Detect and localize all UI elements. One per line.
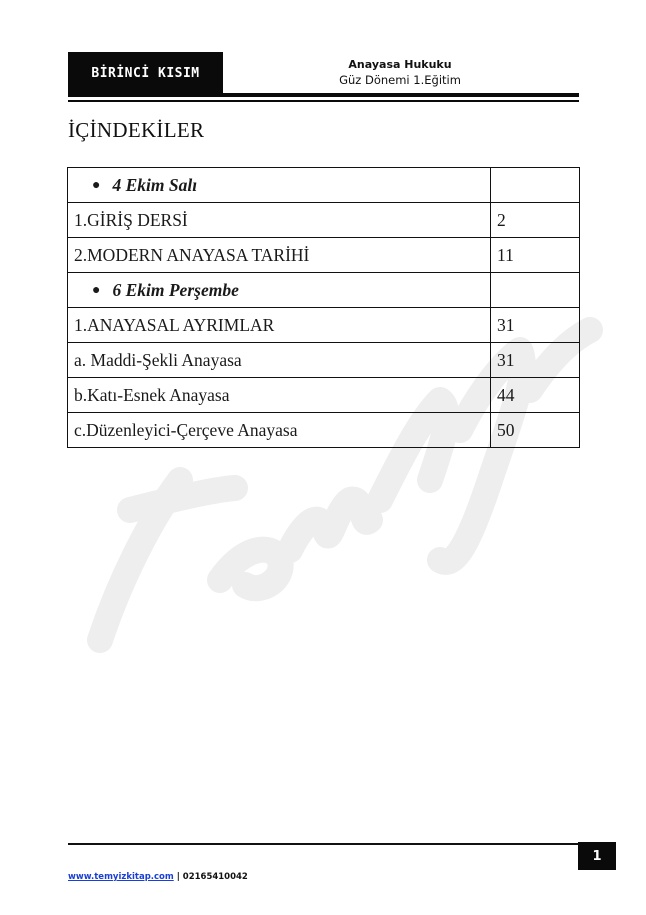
section-label: BİRİNCİ KISIM (91, 65, 200, 81)
toc-entry-label: 1.ANAYASAL AYRIMLAR (68, 308, 491, 343)
toc-entry-label: b.Katı-Esnek Anayasa (68, 378, 491, 413)
footer-separator: | (173, 872, 183, 882)
toc-entry-label: 1.GİRİŞ DERSİ (68, 203, 491, 238)
toc-entry-row (68, 308, 580, 343)
course-header (300, 58, 500, 88)
toc-entry-label: c.Düzenleyici-Çerçeve Anayasa (68, 413, 491, 448)
page-number: 1 (592, 848, 602, 864)
bullet-icon: ● (92, 282, 101, 298)
header-rule-thin (68, 100, 579, 102)
footer-contact (68, 872, 248, 882)
toc-entry-row (68, 238, 580, 273)
toc-page-number: 44 (491, 378, 580, 413)
toc-section-label: 6 Ekim Perşembe (112, 279, 239, 300)
website-link[interactable]: www.temyizkitap.com (68, 872, 174, 882)
toc-page-number (491, 273, 580, 308)
toc-title: İÇİNDEKİLER (68, 118, 205, 142)
course-subtitle: Güz Dönemi 1.Eğitim (339, 73, 461, 87)
toc-entry-row (68, 378, 580, 413)
toc-entry-row (68, 343, 580, 378)
footer-rule (68, 843, 578, 845)
toc-entry-row (68, 413, 580, 448)
toc-page-number (491, 168, 580, 203)
toc-page-number: 11 (491, 238, 580, 273)
toc-entry-row (68, 203, 580, 238)
toc-section-row (68, 168, 580, 203)
phone-number: 02165410042 (182, 872, 248, 882)
toc-entry-label: 2.MODERN ANAYASA TARİHİ (68, 238, 491, 273)
section-label-box (68, 52, 223, 94)
toc-page-number: 2 (491, 203, 580, 238)
toc-section-label: 4 Ekim Salı (112, 174, 198, 195)
toc-section-row (68, 273, 580, 308)
toc-page-number: 31 (491, 343, 580, 378)
bullet-icon: ● (92, 177, 101, 193)
course-title: Anayasa Hukuku (348, 58, 452, 71)
header-rule-thick (68, 93, 579, 97)
toc-entry-label: a. Maddi-Şekli Anayasa (68, 343, 491, 378)
page-number-box (578, 842, 616, 870)
toc-page-number: 31 (491, 308, 580, 343)
toc-table (67, 167, 580, 448)
toc-page-number: 50 (491, 413, 580, 448)
